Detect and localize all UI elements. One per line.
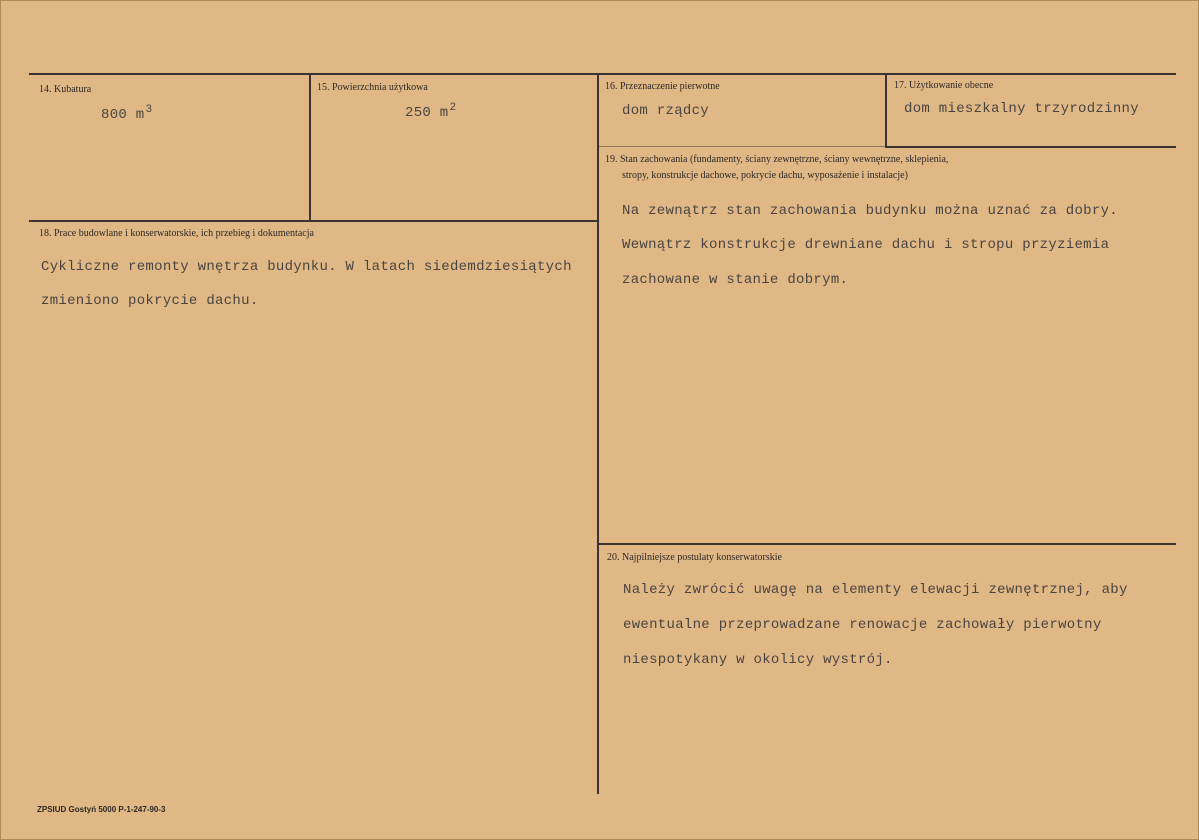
rule-right-lower	[599, 543, 1176, 545]
field-18-label: 18. Prace budowlane i konserwatorskie, ich przebieg i dokumentacja	[39, 228, 314, 239]
rule-16-bottom	[599, 146, 887, 147]
divider-main	[597, 74, 599, 794]
field-15-value	[405, 102, 456, 121]
field-14-number: 800 m	[101, 107, 145, 123]
field-18-line-2: zmieniono pokrycie dachu.	[41, 293, 259, 309]
field-20-label: 20. Najpilniejsze postulaty konserwatorskie	[607, 552, 782, 563]
field-19-line-1: Na zewnątrz stan zachowania budynku można uznać za dobry.	[622, 203, 1118, 219]
rule-left-mid	[29, 220, 597, 222]
field-15-number: 250 m	[405, 105, 449, 121]
divider-14-15	[309, 74, 311, 221]
field-19-line-3: zachowane w stanie dobrym.	[622, 272, 849, 288]
field-15-exponent: 2	[449, 102, 457, 114]
field-20-line-2: ewentualne przeprowadzane renowacje zachowały pierwotny	[623, 617, 1102, 633]
field-15-label: 15. Powierzchnia użytkowa	[317, 82, 428, 93]
field-19-label-line-1: 19. Stan zachowania (fundamenty, ściany zewnętrzne, ściany wewnętrzne, sklepienia,	[605, 154, 949, 165]
top-rule	[29, 73, 1176, 75]
field-19-line-2: Wewnątrz konstrukcje drewniane dachu i stropu przyziemia	[622, 237, 1110, 253]
field-18-line-1: Cykliczne remonty wnętrza budynku. W latach siedemdziesiątych	[41, 259, 572, 275]
field-19-label-line-2: stropy, konstrukcje dachowe, pokrycie dachu, wyposażenie i instalacje)	[622, 170, 908, 181]
field-17-value: dom mieszkalny trzyrodzinny	[904, 101, 1139, 117]
field-14-value	[101, 104, 152, 123]
field-20-line-3: niespotykany w okolicy wystrój.	[623, 652, 893, 668]
field-14-exponent: 3	[145, 104, 153, 116]
printer-imprint: ZPSIUD Gostyń 5000 P-1-247-90-3	[37, 805, 166, 814]
rule-right-mid	[885, 146, 1176, 148]
field-17-label: 17. Użytkowanie obecne	[894, 80, 994, 91]
divider-16-17	[885, 74, 887, 147]
field-16-label: 16. Przeznaczenie pierwotne	[605, 81, 720, 92]
field-14-label: 14. Kubatura	[39, 84, 92, 95]
field-20-line-1: Należy zwrócić uwagę na elementy elewacji zewnętrznej, aby	[623, 582, 1128, 598]
field-16-value: dom rządcy	[622, 103, 710, 119]
